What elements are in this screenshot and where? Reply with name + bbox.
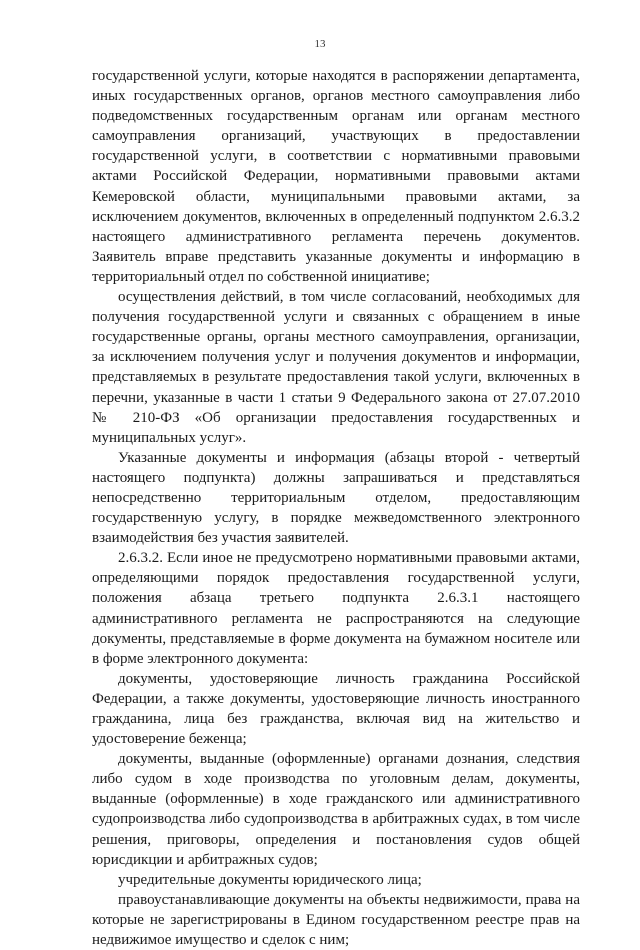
paragraph: 2.6.3.2. Если иное не предусмотрено нормативными правовыми актами, определяющими порядок предоставления государственной услуги, положения абзаца третьего подпункта 2.6.3.1 настоящего административного регламента не распространяются на следующие документы, представляемые в форме документа на бумажном носителе или в форме электронного документа: xyxy=(92,550,580,667)
paragraph: правоустанавливающие документы на объекты недвижимости, права на которые не зарегистрированы в Едином государственном реестре прав на недвижимое имущество и сделок с ним; xyxy=(92,891,580,949)
paragraph: Указанные документы и информация (абзацы второй - четвертый настоящего подпункта) должны запрашиваться и представляться непосредственно территориальным отделом, предоставляющим государственную услугу, в порядке межведомственного электронного взаимодействия без участия заявителей. xyxy=(92,449,580,547)
paragraph: осуществления действий, в том числе согласований, необходимых для получения государственной услуги и связанных с обращением в иные государственные органы, органы местного самоуправления, организации, за исключением получения услуг и получения документов и информации, представляемых в результате предоставления такой услуги, включенных в перечни, указанные в части 1 статьи 9 Федерального закона от 27.07.2010 № 210-ФЗ «Об организации предоставления государственных и муниципальных услуг». xyxy=(92,289,580,446)
document-body xyxy=(92,66,580,950)
page-number: 13 xyxy=(314,38,326,50)
paragraph: документы, удостоверяющие личность гражданина Российской Федерации, а также документы, удостоверяющие личность иностранного гражданина, лица без гражданства, включая вид на жительство и удостоверение беженца; xyxy=(92,670,580,748)
paragraph: государственной услуги, которые находятся в распоряжении департамента, иных государственных органов, органов местного самоуправления либо подведомственных государственным органам или органам местного самоуправления организаций, участвующих в предоставлении государственной услуги, в соответствии с нормативными правовыми актами Российской Федерации, нормативными правовыми актами Кемеровской области, муниципальными правовыми актами, за исключением документов, включенных в определенный подпунктом 2.6.3.2 настоящего административного регламента перечень документов. Заявитель вправе представить указанные документы и информацию в территориальный отдел по собственной инициативе; xyxy=(92,68,580,285)
paragraph: учредительные документы юридического лица; xyxy=(118,871,422,888)
paragraph: документы, выданные (оформленные) органами дознания, следствия либо судом в ходе производства по уголовным делам, документы, выданные (оформленные) в ходе гражданского или административного судопроизводства либо судопроизводства в арбитражных судах, в том числе решения, приговоры, определения и постановления судов общей юрисдикции и арбитражных судов; xyxy=(92,751,580,868)
